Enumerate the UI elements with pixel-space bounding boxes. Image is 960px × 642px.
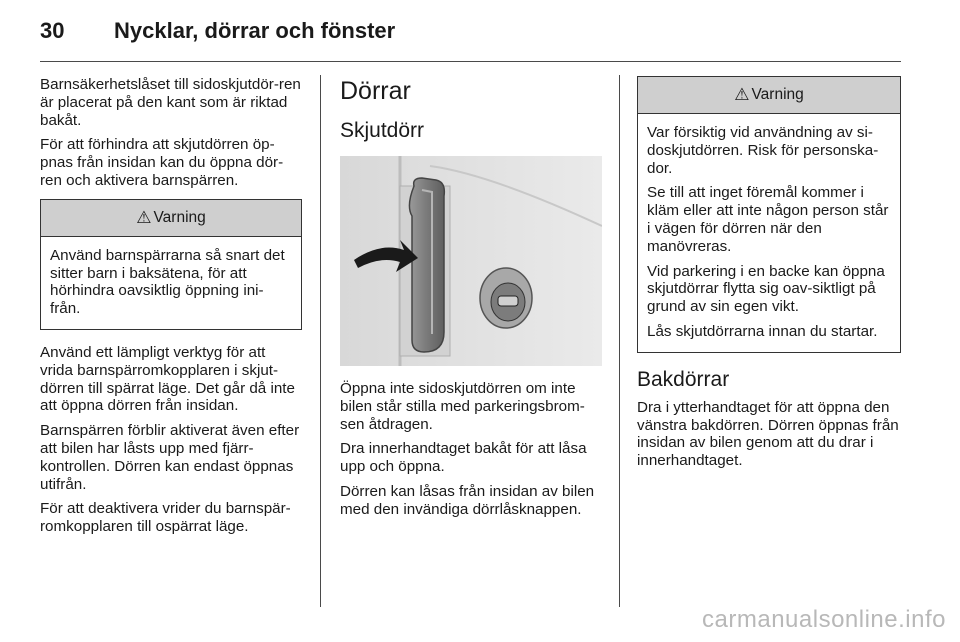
- section-heading: Dörrar: [340, 77, 411, 105]
- page-header: [40, 18, 395, 48]
- paragraph: Dra i ytterhandtaget för att öppna den vänstra bakdörren. Dörren öppnas från insidan av bilen genom att du drar i innerhandtaget.: [637, 398, 899, 470]
- column-divider-1: [320, 75, 321, 607]
- warning-title: Varning: [153, 208, 206, 226]
- column-divider-2: [619, 75, 620, 607]
- warning-box: [40, 199, 302, 330]
- warning-title: Varning: [751, 86, 804, 104]
- paragraph: Använd ett lämpligt verktyg för att vrida barnspärromkopplaren i skjut-dörren till spärrat läge. Det går då inte att öppna dörren från insidan.: [40, 343, 295, 415]
- warning-box: [637, 76, 901, 353]
- column-2: [340, 74, 602, 526]
- warning-body: [41, 237, 301, 329]
- paragraph: För att förhindra att skjutdörren öp-pnas från insidan kan du öppna dör-ren och aktivera barnspärren.: [40, 136, 284, 189]
- warning-triangle-icon: ⚠: [136, 207, 152, 227]
- warning-text: Vid parkering i en backe kan öppna skjutdörrar flytta sig oav-siktligt på grund av sin egen vikt.: [647, 262, 885, 316]
- paragraph: Barnsäkerhetslåset till sidoskjutdör-ren är placerat på den kant som är riktad bakåt.: [40, 76, 301, 129]
- chapter-title: Nycklar, dörrar och fönster: [114, 18, 396, 43]
- header-divider: [40, 61, 901, 62]
- warning-text: Använd barnspärrarna så snart det sitter barn i baksätena, för att hörhindra oavsiktlig öppning ini-från.: [50, 246, 285, 318]
- watermark: carmanualsonline.info: [702, 606, 946, 633]
- paragraph: Dörren kan låsas från insidan av bilen med den invändiga dörrlåsknappen.: [340, 482, 595, 518]
- column-3: [637, 76, 901, 477]
- paragraph: För att deaktivera vrider du barnspär-romkopplaren till ospärrat läge.: [40, 500, 291, 536]
- warning-triangle-icon: ⚠: [734, 85, 750, 105]
- warning-text: Se till att inget föremål kommer i kläm eller att inte någon person står i vägen för dörren när den manövreras.: [647, 184, 889, 255]
- warning-text: Lås skjutdörrarna innan du startar.: [647, 322, 878, 340]
- column-1: [40, 76, 302, 543]
- paragraph: Barnspärren förblir aktiverat även efter att bilen har låsts upp med fjärr-kontrollen. Dörren kan endast öppnas utifrån.: [40, 422, 300, 493]
- sliding-door-handle-illustration: [340, 156, 602, 366]
- warning-text: Var försiktig vid användning av si-doskjutdörren. Risk för personska-dor.: [647, 124, 879, 177]
- page-number: 30: [40, 18, 65, 43]
- paragraph: Dra innerhandtaget bakåt för att låsa upp och öppna.: [340, 440, 587, 476]
- warning-header: [638, 77, 900, 114]
- door-handle-drawing: [340, 156, 602, 366]
- warning-header: [41, 200, 301, 237]
- section-heading: Bakdörrar: [637, 367, 730, 391]
- subsection-heading: Skjutdörr: [340, 119, 425, 142]
- warning-body: [638, 114, 900, 352]
- paragraph: Öppna inte sidoskjutdörren om inte bilen står stilla med parkeringsbrom-sen åtdragen.: [340, 380, 585, 433]
